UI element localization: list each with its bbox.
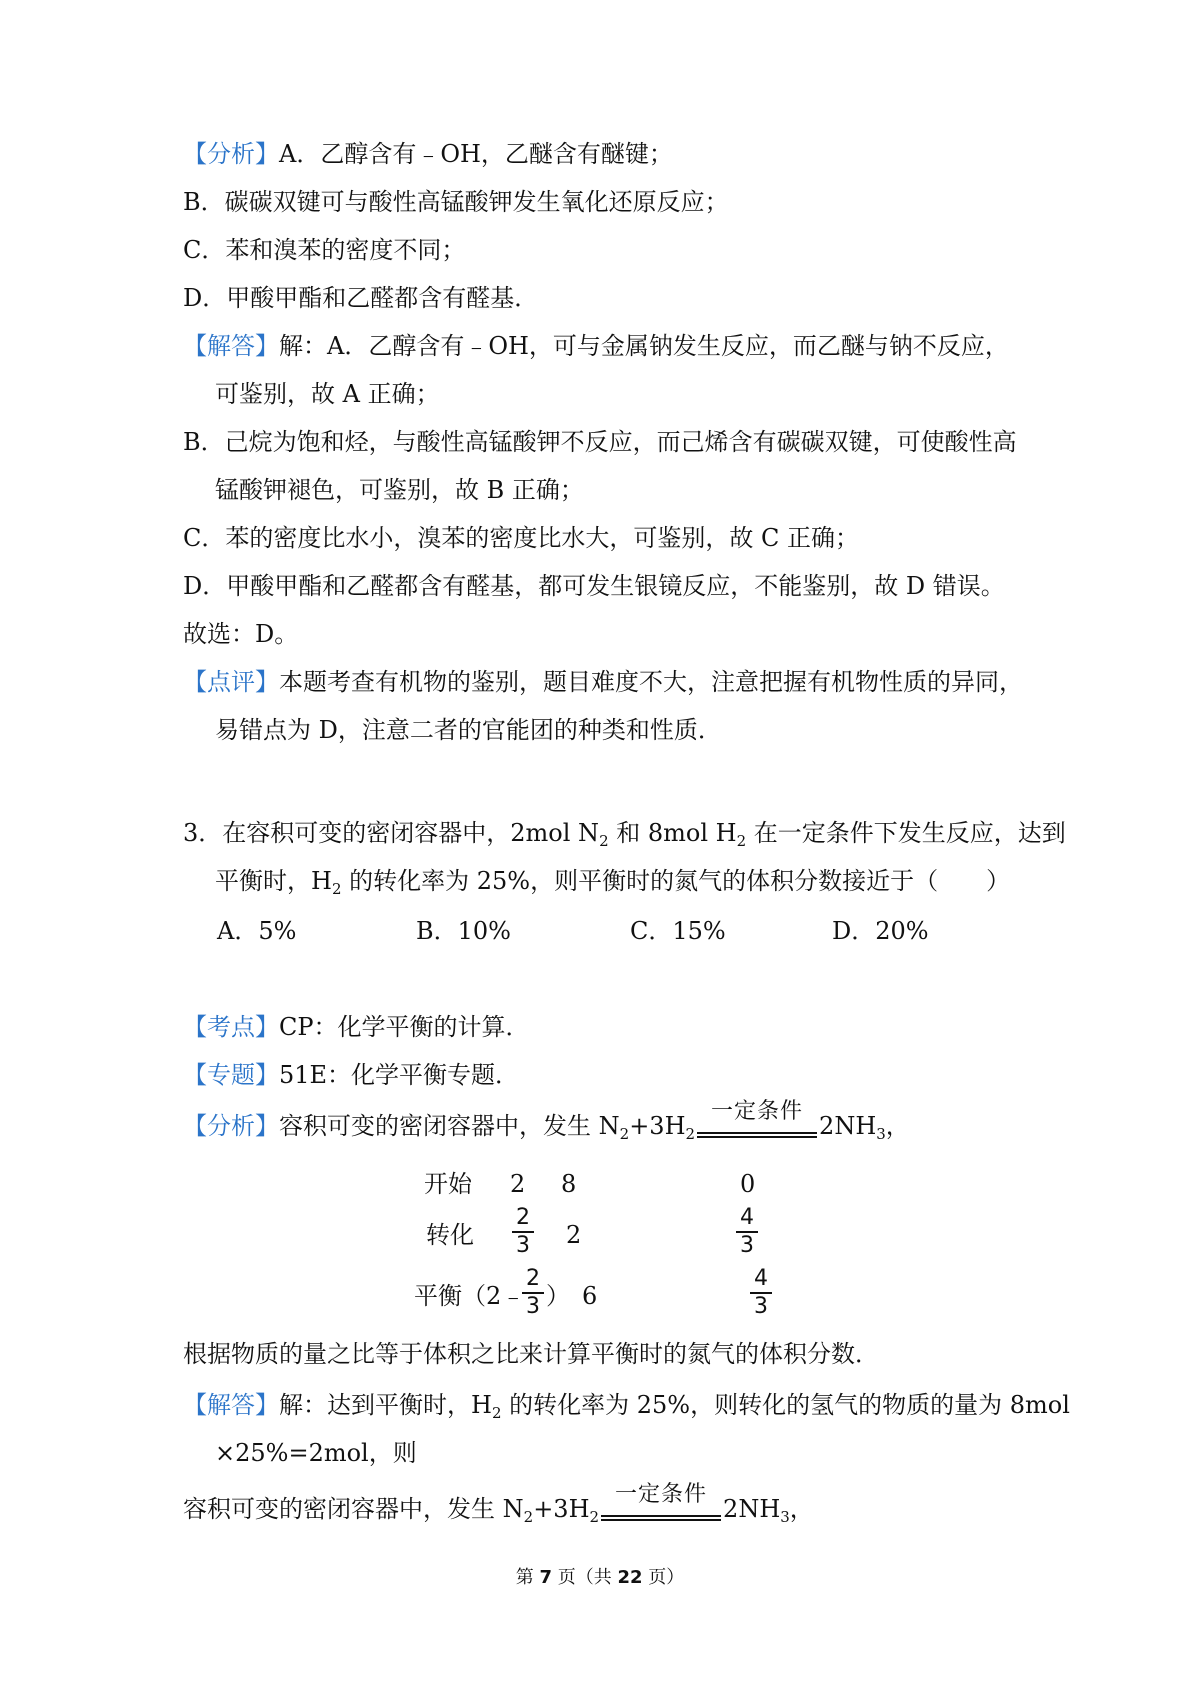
jieda-cont: ×25%=2mol，则 xyxy=(215,1439,417,1467)
equals-bar xyxy=(697,1136,817,1138)
final-equation-line xyxy=(183,1482,814,1533)
fraction xyxy=(520,1267,546,1319)
equation-text: 2NH xyxy=(723,1495,781,1523)
answer-a-cont: 可鉴别，故 A 正确； xyxy=(215,380,440,408)
equation-text: ， xyxy=(885,1112,910,1140)
answer-b-cont: 锰酸钾褪色，可鉴别，故 B 正确； xyxy=(215,476,584,504)
subscript: 2 xyxy=(685,1125,696,1143)
subscript: 2 xyxy=(736,832,747,850)
comment-text: 本题考查有机物的鉴别，题目难度不大，注意把握有机物性质的异同， xyxy=(279,668,1023,696)
answer-text: 解：A．乙醇含有﹣OH，可与金属钠发生反应，而乙醚与钠不反应， xyxy=(279,332,1009,360)
equals-bar xyxy=(601,1515,721,1517)
row-eq-label: 平衡（2﹣ xyxy=(414,1282,526,1310)
analysis-b: B．碳碳双键可与酸性高锰酸钾发生氧化还原反应； xyxy=(183,188,729,216)
subscript: 2 xyxy=(589,1508,600,1526)
kaodian-text: CP：化学平衡的计算． xyxy=(279,1013,530,1041)
row-start-n2: 2 xyxy=(510,1170,526,1198)
option-a: A．5% xyxy=(217,917,297,945)
jieda-line xyxy=(183,1389,1070,1429)
analysis-c: C．苯和溴苯的密度不同； xyxy=(183,236,466,264)
page-footer xyxy=(0,1563,1200,1589)
analysis-tag: 【分析】 xyxy=(183,140,279,168)
answer-d: D．甲酸甲酯和乙醛都含有醛基，都可发生银镜反应，不能鉴别，故 D 错误。 xyxy=(183,572,1005,600)
jieda-tag: 【解答】 xyxy=(183,1391,279,1419)
condition-label: 一定条件 xyxy=(615,1482,708,1507)
comment-tag: 【点评】 xyxy=(183,668,279,696)
jieda-text: 的转化率为 25%，则转化的氢气的物质的量为 8mol xyxy=(501,1391,1070,1419)
row-eq-h2: 6 xyxy=(582,1282,598,1310)
answer-choice: 故选：D。 xyxy=(183,620,299,648)
footer-text: 第 xyxy=(515,1567,540,1588)
numerator: 4 xyxy=(740,1205,754,1230)
fenxi-text: 容积可变的密闭容器中，发生 N xyxy=(279,1112,620,1140)
question-text: 在一定条件下发生反应，达到 xyxy=(746,819,1066,847)
numerator: 2 xyxy=(526,1266,540,1291)
option-d: D．20% xyxy=(832,917,929,945)
zhuanti-text: 51E：化学平衡专题． xyxy=(279,1061,520,1089)
subscript: 2 xyxy=(619,1125,630,1143)
equation-text: ， xyxy=(789,1495,814,1523)
row-eq-close: ） xyxy=(546,1282,570,1310)
answer-tag: 【解答】 xyxy=(183,332,279,360)
fenxi-line xyxy=(183,1099,910,1150)
numerator: 4 xyxy=(754,1266,768,1291)
condition-label: 一定条件 xyxy=(711,1099,804,1124)
equation-text: +3H xyxy=(533,1495,590,1523)
question-text: 的转化率为 25%，则平衡时的氮气的体积分数接近于（ ） xyxy=(341,867,1011,895)
reaction-condition-arrow xyxy=(695,1099,819,1142)
equation-text: 2NH xyxy=(819,1112,877,1140)
fraction xyxy=(748,1267,774,1319)
answer-c: C．苯的密度比水小，溴苯的密度比水大，可鉴别，故 C 正确； xyxy=(183,524,859,552)
analysis-text: A．乙醇含有﹣OH，乙醚含有醚键； xyxy=(279,140,673,168)
option-b: B．10% xyxy=(416,917,511,945)
basis-line: 根据物质的量之比等于体积之比来计算平衡时的氮气的体积分数． xyxy=(183,1340,879,1368)
comment-line xyxy=(183,666,1023,698)
row-start-h2: 8 xyxy=(561,1170,577,1198)
equals-bar xyxy=(697,1132,817,1134)
question-line-2 xyxy=(215,865,1010,905)
page-total: 22 xyxy=(617,1567,643,1588)
subscript: 2 xyxy=(523,1508,534,1526)
question-line-1 xyxy=(183,817,1066,857)
answer-line xyxy=(183,330,1009,362)
denominator: 3 xyxy=(516,1233,530,1258)
subscript: 2 xyxy=(599,832,609,850)
equals-bar xyxy=(601,1519,721,1521)
equation-text: +3H xyxy=(629,1112,686,1140)
row-start-nh3: 0 xyxy=(740,1170,756,1198)
denominator: 3 xyxy=(526,1294,540,1319)
footer-text: 页） xyxy=(642,1567,685,1588)
subscript: 2 xyxy=(491,1404,502,1422)
analysis-d: D．甲酸甲酯和乙醛都含有醛基． xyxy=(183,284,539,312)
subscript: 2 xyxy=(331,880,342,898)
numerator: 2 xyxy=(516,1205,530,1230)
question-text: 3．在容积可变的密闭容器中，2mol N xyxy=(183,819,600,847)
row-conv-h2: 2 xyxy=(566,1221,582,1249)
jieda-text: 解：达到平衡时，H xyxy=(279,1391,492,1419)
fraction xyxy=(510,1206,536,1258)
option-c: C．15% xyxy=(630,917,726,945)
subscript: 3 xyxy=(780,1508,790,1526)
reaction-condition-arrow xyxy=(599,1482,723,1525)
denominator: 3 xyxy=(754,1294,768,1319)
comment-cont: 易错点为 D，注意二者的官能团的种类和性质． xyxy=(215,716,722,744)
denominator: 3 xyxy=(740,1233,754,1258)
row-conv-label: 转化 xyxy=(426,1221,474,1249)
kaodian-tag: 【考点】 xyxy=(183,1013,279,1041)
zhuanti-tag: 【专题】 xyxy=(183,1061,279,1089)
fenxi-tag: 【分析】 xyxy=(183,1112,279,1140)
page-number: 7 xyxy=(539,1567,552,1588)
footer-text: 页（共 xyxy=(552,1567,618,1588)
row-start-label: 开始 xyxy=(424,1170,472,1198)
equation-text: 容积可变的密闭容器中，发生 N xyxy=(183,1495,524,1523)
kaodian-line xyxy=(183,1011,530,1043)
zhuanti-line xyxy=(183,1059,519,1091)
question-text: 和 8mol H xyxy=(608,819,737,847)
analysis-line xyxy=(183,138,673,170)
answer-b: B．己烷为饱和烃，与酸性高锰酸钾不反应，而己烯含有碳碳双键，可使酸性高 xyxy=(183,428,1017,456)
subscript: 3 xyxy=(876,1125,886,1143)
fraction xyxy=(734,1206,760,1258)
question-text: 平衡时，H xyxy=(215,867,332,895)
